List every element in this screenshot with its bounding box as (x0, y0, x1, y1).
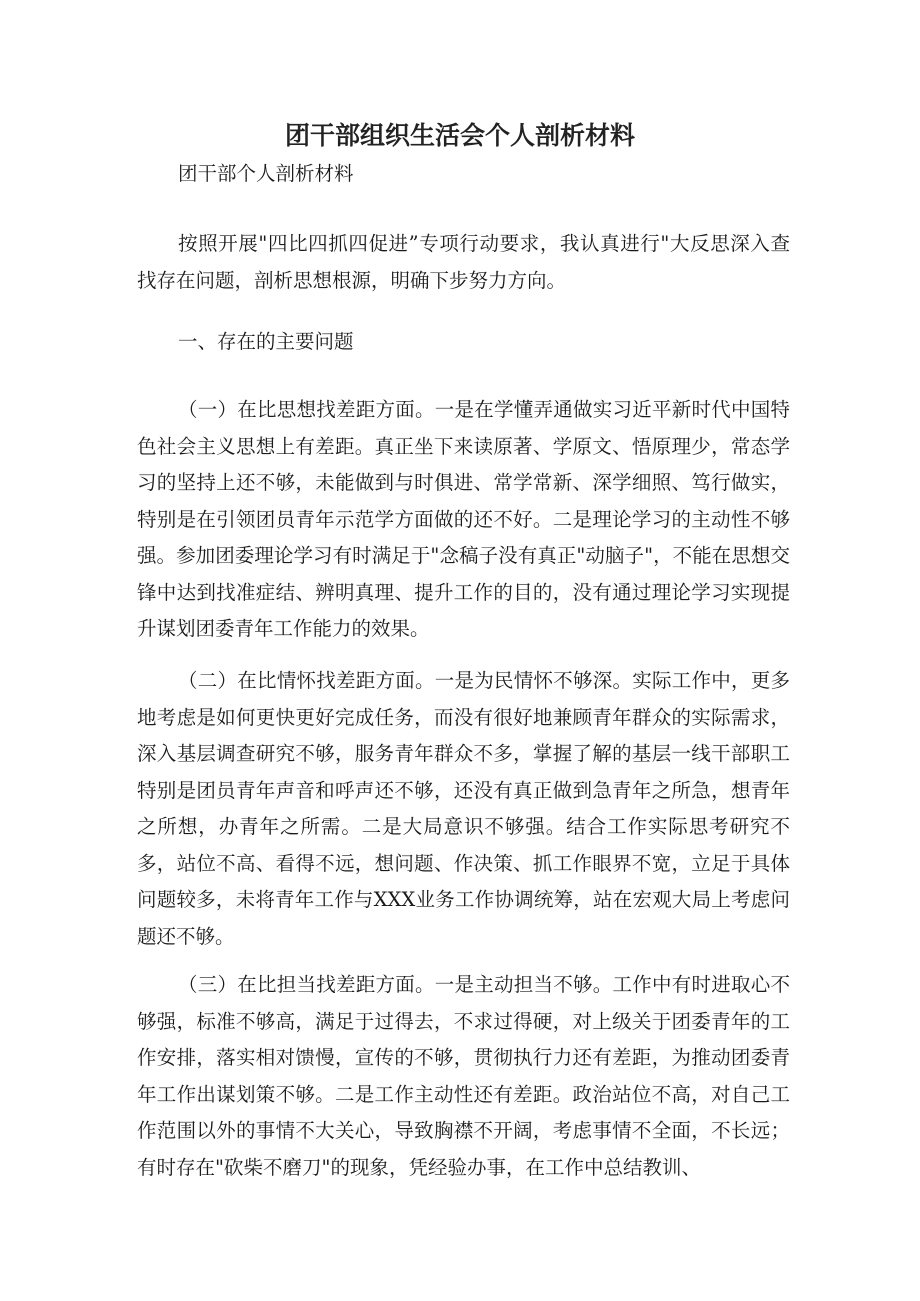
document-title: 团干部组织生活会个人剖析材料 (284, 121, 635, 150)
intro-paragraph: 按照开展"四比四抓四促进”专项行动要求，我认真进行"大反思深入查找存在问题，剖析思想根源，明确下步努力方向。 (137, 232, 790, 292)
paragraph-thought: （一）在比思想找差距方面。一是在学懂弄通做实习近平新时代中国特色社会主义思想上有差距。真正坐下来读原著、学原文、悟原理少，常态学习的坚持上还不够，未能做到与时俱进、常学常新、深学细照、笃行做实，特别是在引领团员青年示范学方面做的还不好。二是理论学习的主动性不够强。参加团委理论学习有时满足于"念稿子没有真正"动脑子"，不能在思想交锋中达到找准症结、辨明真理、提升工作的目的，没有通过理论学习实现提升谋划团委青年工作能力的效果。 (137, 398, 790, 640)
paragraph-responsibility: （三）在比担当找差距方面。一是主动担当不够。工作中有时进取心不够强，标准不够高，满足于过得去，不求过得硬，对上级关于团委青年的工作安排，落实相对馈慢，宣传的不够，贯彻执行力还有差距，为推动团委青年工作出谋划策不够。二是工作主动性还有差距。政治站位不高，对自己工作范围以外的事情不大关心，导致胸襟不开阔，考虑事情不全面，不长远；有时存在"砍柴不磨刀"的现象，凭经验办事，在工作中总结教训、 (137, 973, 790, 1179)
document-subtitle: 团干部个人剖析材料 (178, 162, 354, 185)
section-heading: 一、存在的主要问题 (178, 330, 354, 353)
paragraph-feeling: （二）在比情怀找差距方面。一是为民情怀不够深。实际工作中，更多地考虑是如何更快更好完成任务，而没有很好地兼顾青年群众的实际需求，深入基层调查研究不够，服务青年群众不多，掌握了解的基层一线干部职工特别是团员青年声音和呼声还不够，还没有真正做到急青年之所急，想青年之所想，办青年之所需。二是大局意识不够强。结合工作实际思考研究不多，站位不高、看得不远，想问题、作决策、抓工作眼界不宽，立足于具体问题较多，未将青年工作与XXX业务工作协调统筹，站在宏观大局上考虑问题还不够。 (137, 669, 790, 948)
